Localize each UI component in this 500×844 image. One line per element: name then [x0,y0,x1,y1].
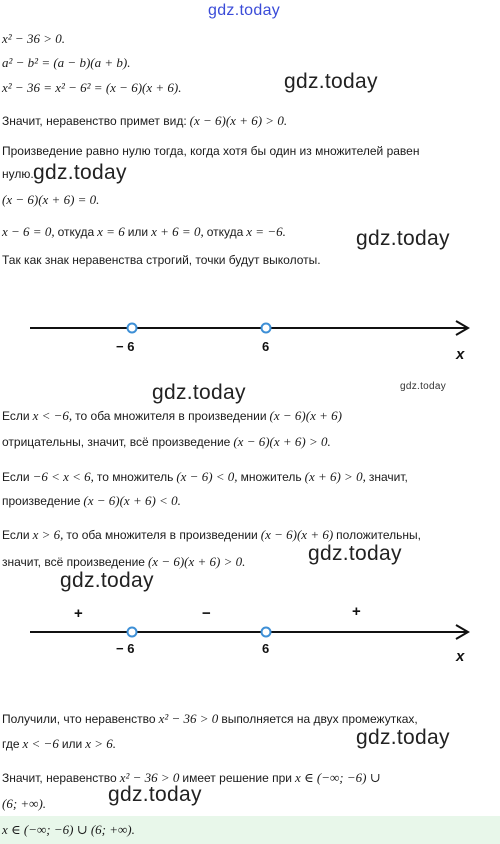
case-3-line-2 [2,554,245,570]
math: x ∈ (−∞; −6) ∪ [295,770,381,785]
text: или [127,225,149,239]
line-roots [2,224,286,240]
case-2-line-1 [2,469,408,485]
text: значит, всё произведение [2,555,145,569]
label-6: 6 [262,339,270,354]
result-line-4: (6; +∞). [2,796,47,811]
case-1-line-2 [2,434,331,450]
text: Если [2,528,30,542]
text: множитель [240,470,302,484]
text: выполняется на двух промежутках, [221,712,418,726]
number-line-1 [0,305,500,375]
label-minus-6: − 6 [116,339,135,354]
text: то оба множителя в произведении [66,528,258,542]
text: то множитель [96,470,174,484]
math: (x + 6) > 0, [304,469,366,484]
answer-text: x ∈ (−∞; −6) ∪ (6; +∞). [2,822,135,837]
math: x > 6, [32,527,64,542]
math: (x − 6)(x + 6) < 0. [83,493,181,508]
math: x² − 36 > 0 [119,770,180,785]
line-zero: нулю. [2,167,34,181]
answer-box [0,816,500,844]
text: отрицательны, значит, всё произведение [2,435,231,449]
result-line-1 [2,711,418,727]
math: x² − 36 > 0 [158,711,219,726]
math: (x − 6)(x + 6) [260,527,334,542]
point-minus-6 [128,628,137,637]
math: (x − 6) < 0, [176,469,238,484]
line-product-zero: Произведение равно нулю тогда, когда хотя бы один из множителей равен [2,144,420,158]
math: x < −6, [32,408,73,423]
watermark: gdz.today [356,726,450,749]
text: Если [2,409,30,423]
watermark: gdz.today [152,381,246,404]
result-line-2 [2,736,116,752]
label-6: 6 [262,641,270,656]
line-equation: (x − 6)(x + 6) = 0. [2,192,100,207]
math: x + 6 = 0, [151,224,204,239]
text: откуда [57,225,95,239]
text: Получили, что неравенство [2,712,156,726]
point-6 [262,324,271,333]
sign-plus-left: + [74,605,83,622]
line-inequality: x² − 36 > 0. [2,31,65,46]
watermark-small: gdz.today [400,381,447,392]
text: Значит, неравенство примет вид: [2,114,187,128]
sign-minus-middle: − [202,605,211,622]
watermark-top: gdz.today [208,2,281,19]
text: где [2,737,20,751]
text: Значит, неравенство [2,771,117,785]
label-x: x [456,346,465,363]
watermark: gdz.today [356,227,450,250]
line-identity: a² − b² = (a − b)(a + b). [2,55,131,70]
line-strict: Так как знак неравенства строгий, точки будут выколоты. [2,253,321,267]
text: произведение [2,494,81,508]
math: −6 < x < 6, [32,469,94,484]
watermark: gdz.today [108,783,202,806]
watermark: gdz.today [284,70,378,93]
case-2-line-2 [2,493,181,509]
watermark: gdz.today [308,542,402,565]
math: x > 6. [85,736,117,751]
text: то оба множителя в произведении [75,409,267,423]
line-factoring: x² − 36 = x² − 6² = (x − 6)(x + 6). [2,80,182,95]
text: положительны, [336,528,421,542]
case-1-line-1 [2,408,342,424]
label-minus-6: − 6 [116,641,135,656]
text: Если [2,470,30,484]
watermark: gdz.today [33,161,127,184]
text: откуда [206,225,244,239]
point-minus-6 [128,324,137,333]
text: или [61,737,83,751]
point-6 [262,628,271,637]
sign-plus-right: + [352,603,361,620]
number-line-2 [0,598,500,678]
math: (x − 6)(x + 6) > 0. [189,113,288,128]
text: значит, [368,470,408,484]
text: имеет решение при [182,771,292,785]
math: x − 6 = 0, [2,224,55,239]
watermark: gdz.today [60,569,154,592]
math: (x − 6)(x + 6) > 0. [147,554,246,569]
case-3-line-1 [2,527,421,543]
math: x = −6. [246,224,286,239]
math: x = 6 [97,224,125,239]
math: (x − 6)(x + 6) > 0. [233,434,331,449]
line-new-form [2,113,287,129]
label-x: x [456,648,465,665]
math: x < −6 [22,736,59,751]
math: (x − 6)(x + 6) [269,408,342,423]
